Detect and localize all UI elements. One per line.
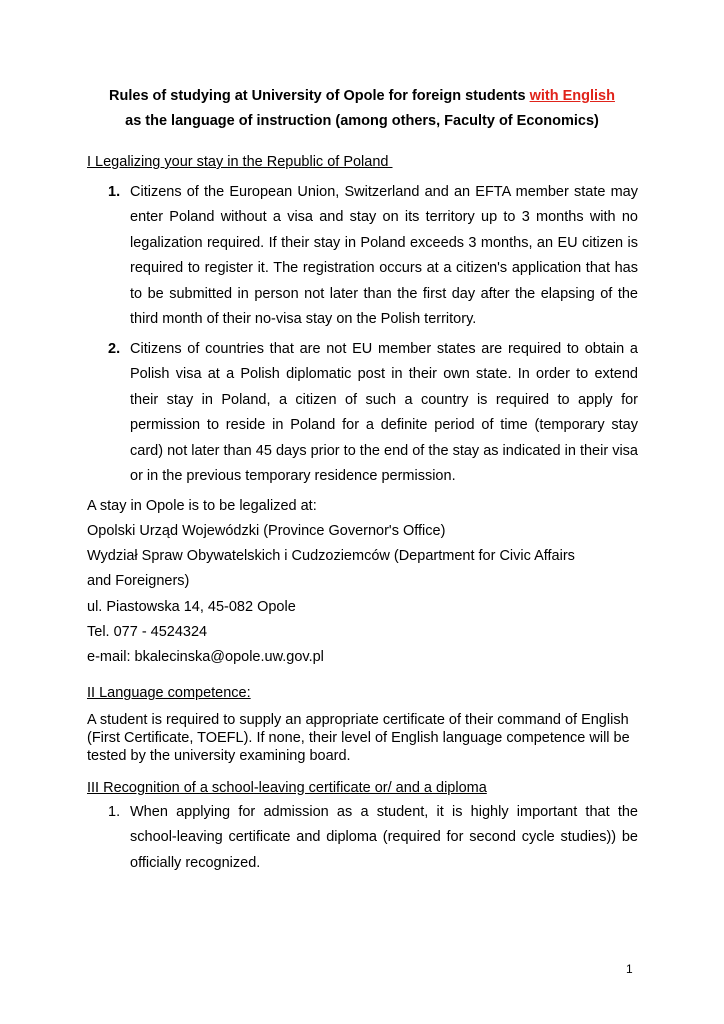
list-item: [108, 800, 638, 876]
list-item-text: When applying for admission as a student, it is highly important that the school-leaving certificate and diploma (required for second cycle studies)) be officially recognized.: [130, 804, 638, 871]
section-2-heading: II Language competence:: [87, 685, 251, 701]
list-item-text: Citizens of the European Union, Switzerland and an EFTA member state may enter Poland without a visa and stay on its territory up to 3 months with no legalization required. If their stay in Poland exceeds 3 months, an EU citizen is required to register it. The registration occurs at a citizen's application that has to be submitted in person not later than the first day after the elapsing of the third month of their no-visa stay on the Polish territory.: [130, 184, 638, 328]
document-title-line-2: as the language of instruction (among others, Faculty of Economics): [125, 113, 599, 129]
list-item-number: 1.: [108, 804, 121, 820]
office-email: e-mail: bkalecinska@opole.uw.gov.pl: [87, 649, 324, 665]
department-line-1: Wydział Spraw Obywatelskich i Cudzoziemców (Department for Civic Affairs: [87, 548, 575, 564]
office-phone: Tel. 077 - 4524324: [87, 624, 208, 640]
title-highlight: with English: [529, 88, 615, 104]
list-item-number: 1.: [108, 184, 121, 200]
list-item-number: 2.: [108, 341, 121, 357]
page-number: 1: [626, 962, 633, 976]
office-address: ul. Piastowska 14, 45-082 Opole: [87, 599, 296, 615]
document-title-line-1: [60, 83, 664, 109]
office-name: Opolski Urząd Wojewódzki (Province Governor's Office): [87, 523, 446, 539]
list-item: [108, 180, 638, 332]
department-line-2: and Foreigners): [87, 573, 190, 589]
stay-intro: A stay in Opole is to be legalized at:: [87, 498, 317, 514]
section-3-heading: III Recognition of a school-leaving certificate or/ and a diploma: [87, 780, 487, 796]
list-item: [108, 337, 638, 489]
list-item-text: Citizens of countries that are not EU member states are required to obtain a Polish visa at a Polish diplomatic post in their own state. In order to extend their stay in Poland, a citizen of such a country is required to apply for permission to reside in Poland for a definite period of time (temporary stay card) not later than 45 days prior to the end of the stay as indicated in their visa or in the previous temporary residence permission.: [130, 341, 638, 485]
title-prefix: Rules of studying at University of Opole for foreign students: [109, 88, 530, 104]
language-competence-text: A student is required to supply an appropriate certificate of their command of English (First Certificate, TOEFL). If none, their level of English language competence will be tested by the university examining board.: [87, 712, 630, 764]
section-1-heading: I Legalizing your stay in the Republic of Poland: [87, 154, 393, 170]
